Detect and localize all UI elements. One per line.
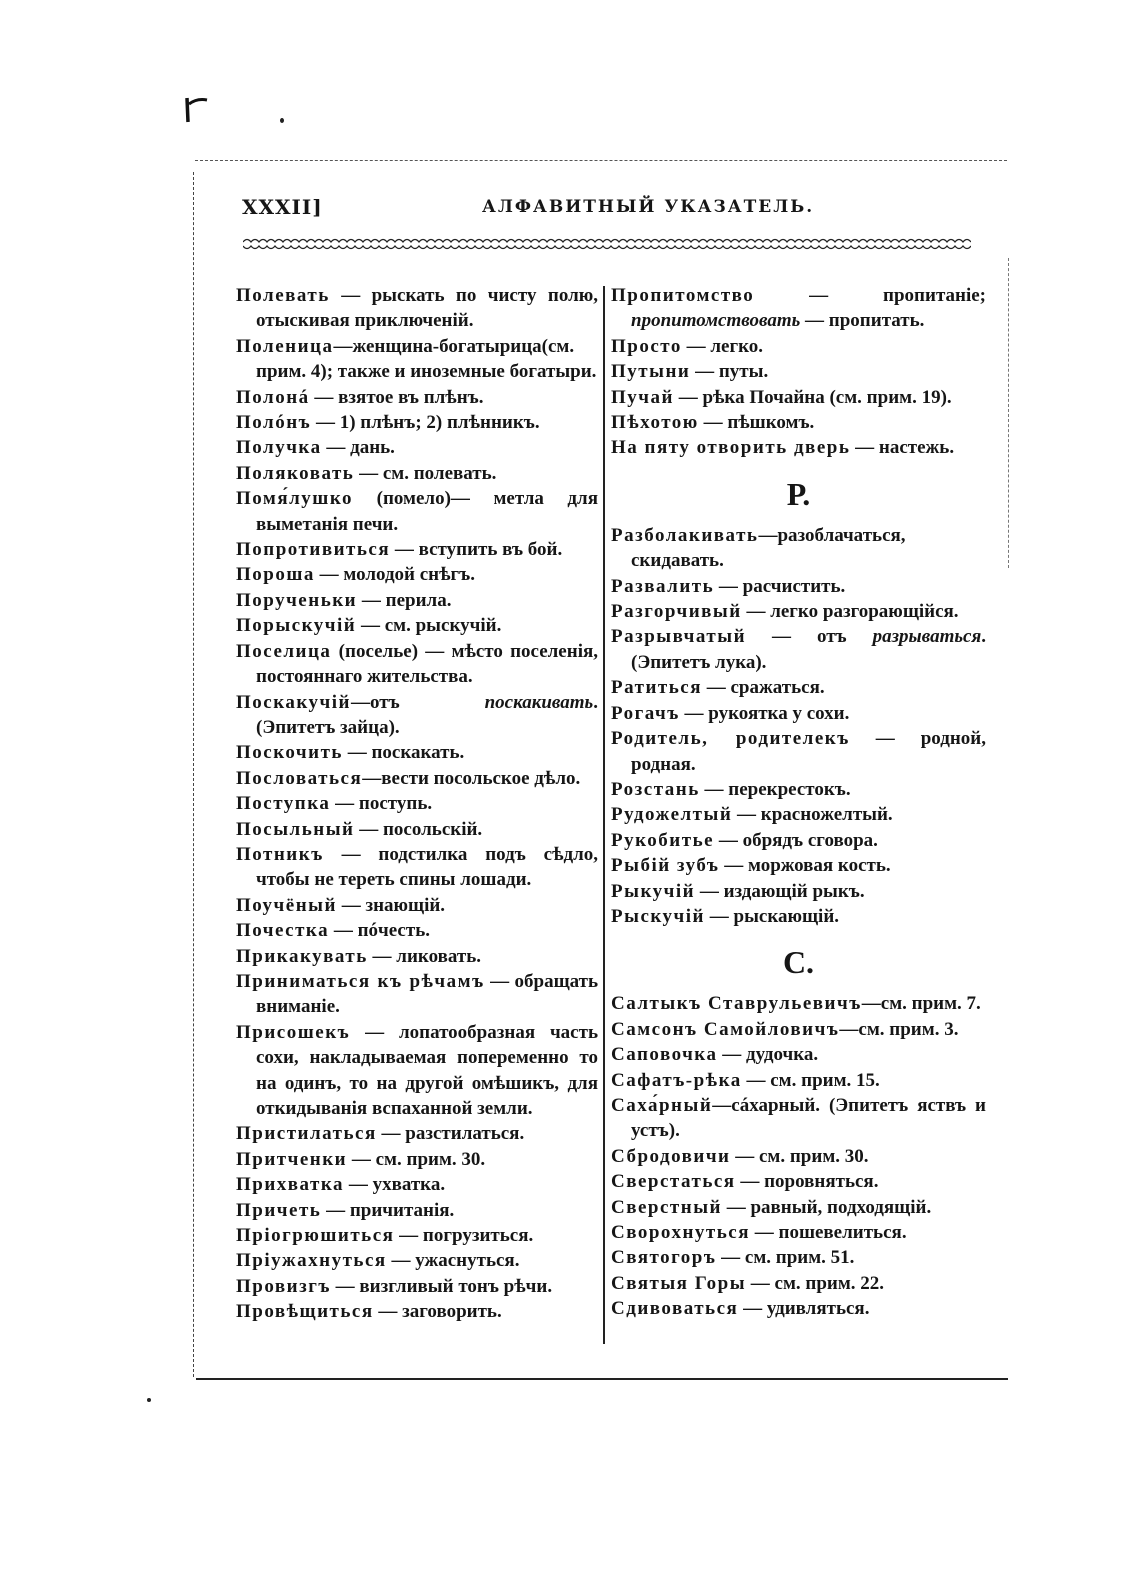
headword: Причеть [236,1199,322,1221]
definition: — визгливый тонъ рѣчи. [330,1275,553,1297]
definition-italic: поскакивать [484,691,594,713]
index-entry [236,486,598,537]
index-entry [236,1274,598,1299]
headword: Развалить [611,575,715,597]
index-entry [611,991,986,1016]
headword: Самсонъ Самойловичъ [611,1018,840,1040]
right-column [611,283,986,1322]
headword: Получка [236,437,322,459]
index-entry [236,740,598,765]
index-entry [236,588,598,613]
definition: —сáхарный. (Эпитетъ яствъ и устъ). [631,1094,986,1142]
r-entries [611,523,986,930]
definition: — причитанія. [321,1199,455,1221]
index-entry [236,410,598,435]
index-entry [611,283,986,334]
definition: — поступь. [330,793,433,815]
headword: Просто [611,335,682,357]
section-letter-s: С. [782,944,815,981]
headword: Разгорчивый [611,601,742,623]
definition: — легко разгорающійся. [741,601,959,623]
index-entry [236,461,598,486]
index-entry [611,1093,986,1144]
index-entry [611,1144,986,1169]
headword: Рыкучій [611,880,696,902]
headword: Потникъ [236,843,324,865]
definition-tail: . (Эпитетъ зайца). [256,691,598,738]
index-entry [236,334,598,385]
definition: — рыскающій. [705,905,840,927]
index-entry [611,1296,986,1321]
index-entry [236,1172,598,1197]
index-entry [611,435,986,460]
headword: Пѣхотою [611,412,699,434]
definition: — молодой снѣгъ. [314,564,475,586]
headword: Пристилаться [236,1123,377,1145]
definition: — см. полевать. [354,462,497,484]
definition: — пóчесть. [329,920,430,942]
definition: — родной, родная. [631,728,986,775]
top-border [195,160,1007,161]
index-entry [236,1299,598,1324]
headword: Салтыкъ Ставрульевичъ [611,993,862,1015]
index-entry [236,1248,598,1273]
definition: —вести посольское дѣло. [362,767,581,789]
definition: — 1) плѣнъ; 2) плѣнникъ. [311,412,540,434]
definition: — вступить въ бой. [390,539,563,561]
definition: — заговорить. [373,1301,502,1323]
headword: На пяту отворить дверь [611,437,851,459]
definition: — удивляться. [738,1298,870,1320]
index-entry [611,574,986,599]
headword: Порученьки [236,589,358,611]
index-entry [611,1042,986,1067]
definition: — пѣшкомъ. [698,412,815,434]
headword: Поленица [236,335,334,357]
ink-dot [280,118,284,123]
definition: — рукоятка у сохи. [679,702,850,724]
index-entry [611,675,986,700]
index-entry [236,842,598,893]
definition: — расчистить. [714,575,846,597]
headword: Поскакучій [236,691,351,713]
headword: Путыни [611,361,691,383]
definition: — посольскій. [354,818,483,840]
index-entry [236,385,598,410]
index-entry [611,726,986,777]
index-entry [236,1223,598,1248]
index-entry [611,599,986,624]
index-entry [611,1169,986,1194]
index-entry [236,1020,598,1122]
headword: Сафатъ-рѣка [611,1069,742,1091]
definition: — см. рыскучій. [356,615,502,637]
definition: —см. прим. 7. [861,993,981,1015]
index-entry [236,918,598,943]
definition: — дань. [321,437,395,459]
index-entry [236,537,598,562]
headword: Провѣщиться [236,1301,374,1323]
right-border [1008,258,1009,568]
left-column [236,283,598,1325]
definition: — издающій рыкъ. [695,880,865,902]
wavy-rule [243,236,971,252]
definition: —разоблачаться, скидавать. [631,524,906,572]
index-entry [611,828,986,853]
index-entry [611,385,986,410]
headword: Помя́лушко [236,488,354,510]
definition: (поселье) — мѣсто поселенія, постояннаго жительства. [256,640,598,688]
definition: — легко. [681,335,764,357]
definition: — см. прим. 30. [730,1145,869,1167]
headword: Рудожелтый [611,804,733,826]
definition: — равный, подходящій. [721,1196,932,1218]
headword: Розстань [611,778,700,800]
headword: Полóнъ [236,412,312,434]
definition: — обрядъ сговора. [714,829,878,851]
index-entry [611,777,986,802]
index-entry [611,1068,986,1093]
headword: Пословаться [236,767,363,789]
headword: Пріогрюшиться [236,1225,395,1247]
headword: Саповочка [611,1044,718,1066]
headword: Полонá [236,386,310,408]
headword: Разрывчатый [611,626,747,648]
stray-ink-dot [147,1398,151,1402]
index-entry [236,893,598,918]
definition: —женщина-богатырица(см. прим. 4); также и иноземные богатыри. [256,335,597,383]
headword: Приниматься къ рѣчамъ [236,970,485,992]
definition: —см. прим. 3. [839,1018,959,1040]
index-entry [236,944,598,969]
headword: Рукобитье [611,829,715,851]
index-entry [611,1195,986,1220]
definition: — знающій. [336,894,446,916]
index-entry [236,817,598,842]
definition: —отъ [351,691,485,713]
headword: Сбродовичи [611,1145,731,1167]
index-entry [611,879,986,904]
headword: Ратиться [611,677,702,699]
headword: Пропитомство [611,285,755,306]
definition: — пропитаніе; [754,285,986,306]
headword: Поступка [236,793,331,815]
index-entry [236,766,598,791]
headword: Рыскучій [611,905,705,927]
headword: Рыбій зубъ [611,855,720,877]
left-border [193,172,194,1377]
headword: Прихватка [236,1174,345,1196]
definition: — красножелтый. [732,804,893,826]
index-entry [236,690,598,741]
bottom-rule [196,1378,1008,1380]
definition: — настежь. [850,437,955,459]
definition-tail: — пропитать. [800,310,925,332]
index-entry [611,1017,986,1042]
definition: — поровняться. [735,1171,879,1193]
definition: — рѣка Почайна (см. прим. 19). [673,386,952,408]
headword: Пучай [611,386,674,408]
definition: — отъ [746,626,873,648]
definition: — подстилка подъ сѣдло, чтобы не тереть спины лошади. [256,843,598,891]
headword: Рогачъ [611,702,680,724]
index-entry [611,1245,986,1270]
definition: — обращать вниманіе. [256,970,599,1018]
definition: — ликовать. [367,945,482,967]
index-entry [611,359,986,384]
headword: Пріужахнуться [236,1250,387,1272]
headword: Поскочить [236,742,343,764]
index-entry [611,853,986,878]
definition: — лопатообразная часть сохи, накладываемая попеременно то на одинъ, то на другой омѣшикъ, для откидыванія вспаханной земли. [256,1021,598,1119]
index-entry [611,1271,986,1296]
definition: — поскакать. [342,742,465,764]
definition: — рыскать по чисту полю, отыскивая приключеній. [256,285,598,332]
index-entry [611,701,986,726]
definition: — пошевелиться. [750,1222,907,1243]
definition-italic: пропитомствовать [631,310,801,332]
column-divider [603,286,605,1344]
definition: — см. прим. 30. [347,1148,486,1170]
headword: Разболакивать [611,524,759,546]
headword: Попротивиться [236,539,391,561]
index-entry [236,1121,598,1146]
definition: — погрузиться. [394,1225,534,1247]
index-entry [611,523,986,574]
index-entry [611,624,986,675]
index-entry [611,1220,986,1245]
headword: Поселица [236,640,332,662]
index-entry [236,1198,598,1223]
headword: Посыльный [236,818,355,840]
headword: Поучёный [236,894,337,916]
headword: Сворохнуться [611,1222,750,1243]
definition: — разстилаться. [376,1123,525,1145]
definition-italic: разрываться [872,626,982,648]
definition: — сражаться. [702,677,825,699]
page-number: XXXII] [242,195,323,219]
headword: Прикакувать [236,945,368,967]
definition: — дудочка. [717,1044,819,1066]
definition: — ухватка. [344,1174,446,1196]
headword: Порыскучій [236,615,357,637]
definition: — ужаснуться. [386,1250,520,1272]
index-entry [611,904,986,929]
section-letter-r: Р. [786,475,811,512]
definition: — см. прим. 15. [741,1069,880,1091]
definition: — см. прим. 51. [716,1247,855,1269]
definition: (помело)— метла для выметанія печи. [256,488,598,535]
index-entry [236,435,598,460]
headword: Саха́рный [611,1094,713,1116]
index-entry [236,791,598,816]
headword: Присошекъ [236,1021,351,1043]
s-entries [611,991,986,1321]
headword: Родитель, родителекъ [611,728,850,750]
definition: — перекрестокъ. [699,778,851,800]
headword: Притченки [236,1148,348,1170]
definition-tail: . (Эпитетъ лука). [631,626,986,673]
index-entry [236,969,598,1020]
p-entries-continued [611,283,986,461]
definition: — моржовая кость. [719,855,891,877]
index-entry [236,613,598,638]
headword: Святыя Горы [611,1272,747,1294]
index-entry [611,410,986,435]
headword: Полевать [236,285,330,306]
headword: Сдивоваться [611,1298,739,1320]
headword: Пороша [236,564,315,586]
running-title: АЛФАВИТНЫЙ УКАЗАТЕЛЬ. [482,197,815,217]
handwritten-mark [183,92,215,126]
index-entry [236,639,598,690]
index-entry [611,334,986,359]
index-entry [236,562,598,587]
headword: Поляковать [236,462,355,484]
index-entry [611,802,986,827]
definition: — см. прим. 22. [746,1272,885,1294]
index-entry [236,1147,598,1172]
index-entry [236,283,598,334]
headword: Сверстаться [611,1171,736,1193]
headword: Святогоръ [611,1247,717,1269]
headword: Провизгъ [236,1275,331,1297]
definition: — путы. [690,361,769,383]
headword: Почестка [236,920,330,942]
headword: Сверстный [611,1196,722,1218]
definition: — взятое въ плѣнъ. [309,386,484,408]
definition: — перила. [357,589,452,611]
